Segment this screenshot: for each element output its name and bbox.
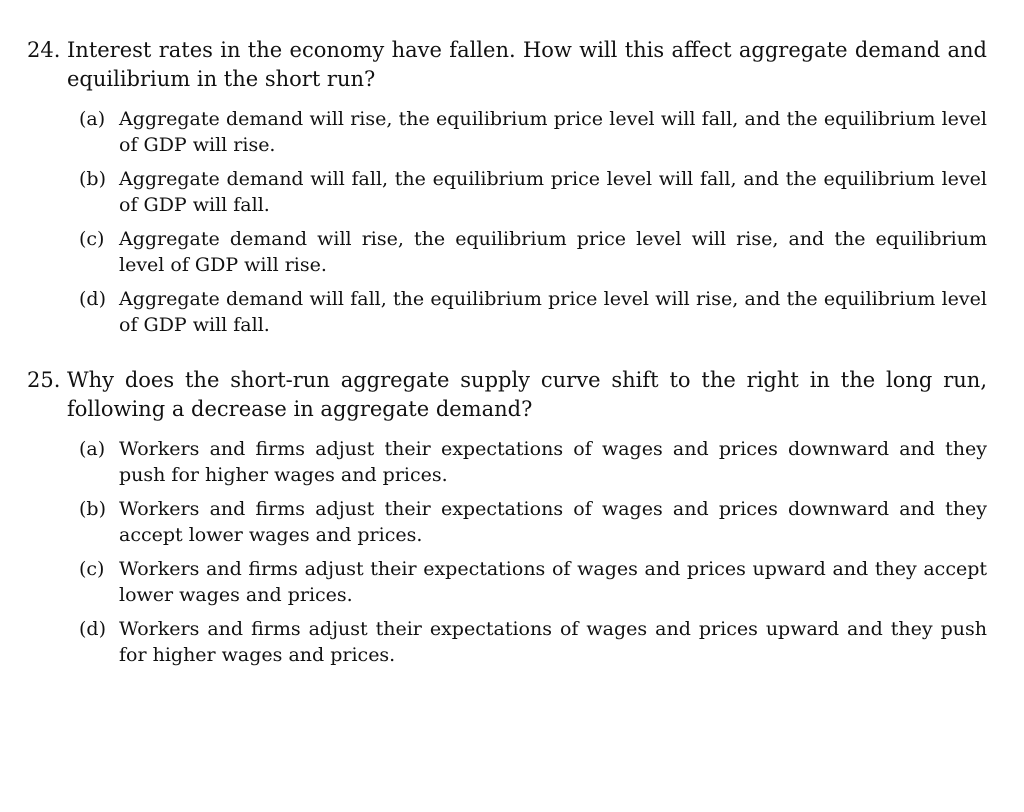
question-text: Interest rates in the economy have fallen. How will this affect aggregate demand and equilibrium in the short run? bbox=[67, 38, 987, 91]
answer-option-d bbox=[67, 286, 987, 338]
question-24 bbox=[27, 36, 987, 346]
question-number: 24. bbox=[27, 38, 61, 62]
option-text: Workers and firms adjust their expectations of wages and prices upward and they push for higher wages and prices. bbox=[119, 618, 987, 666]
option-label: (d) bbox=[79, 288, 106, 310]
option-text: Workers and firms adjust their expectations of wages and prices downward and they push for higher wages and prices. bbox=[119, 438, 987, 486]
option-text: Aggregate demand will rise, the equilibrium price level will fall, and the equilibrium level of GDP will rise. bbox=[119, 108, 987, 156]
question-body bbox=[67, 366, 987, 676]
answer-option-a bbox=[67, 436, 987, 488]
option-label: (a) bbox=[79, 438, 106, 460]
question-body bbox=[67, 36, 987, 346]
question-number: 25. bbox=[27, 368, 61, 392]
option-text: Aggregate demand will fall, the equilibrium price level will rise, and the equilibrium level of GDP will fall. bbox=[119, 288, 987, 336]
answer-option-c bbox=[67, 226, 987, 278]
question-25 bbox=[27, 366, 987, 676]
option-label: (b) bbox=[79, 498, 106, 520]
option-text: Workers and firms adjust their expectations of wages and prices downward and they accept lower wages and prices. bbox=[119, 498, 987, 546]
answer-options bbox=[67, 436, 987, 668]
option-label: (b) bbox=[79, 168, 106, 190]
option-label: (c) bbox=[79, 228, 105, 250]
answer-option-b bbox=[67, 166, 987, 218]
option-label: (d) bbox=[79, 618, 106, 640]
answer-options bbox=[67, 106, 987, 338]
option-label: (a) bbox=[79, 108, 106, 130]
document-page bbox=[27, 36, 987, 690]
answer-option-a bbox=[67, 106, 987, 158]
answer-option-b bbox=[67, 496, 987, 548]
question-text: Why does the short-run aggregate supply curve shift to the right in the long run, following a decrease in aggregate demand? bbox=[67, 368, 987, 421]
answer-option-d bbox=[67, 616, 987, 668]
option-text: Workers and firms adjust their expectations of wages and prices upward and they accept lower wages and prices. bbox=[119, 558, 987, 606]
option-text: Aggregate demand will fall, the equilibrium price level will fall, and the equilibrium level of GDP will fall. bbox=[119, 168, 987, 216]
option-label: (c) bbox=[79, 558, 105, 580]
answer-option-c bbox=[67, 556, 987, 608]
option-text: Aggregate demand will rise, the equilibrium price level will rise, and the equilibrium level of GDP will rise. bbox=[119, 228, 987, 276]
